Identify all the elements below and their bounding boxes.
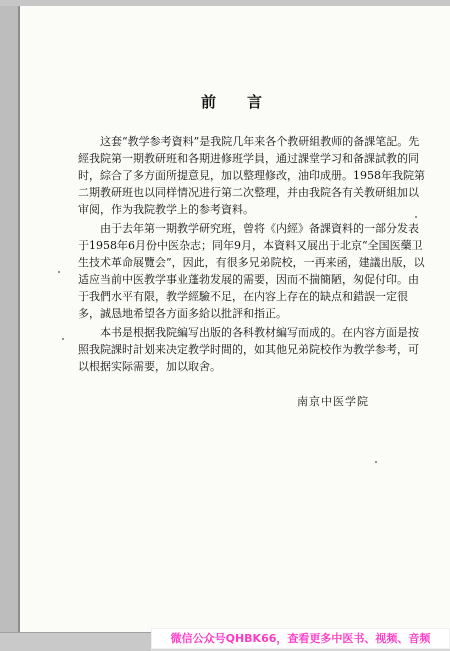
scan-speck bbox=[58, 271, 60, 273]
scan-speck bbox=[62, 338, 64, 340]
bottom-gray-strip bbox=[0, 632, 151, 651]
institution-signature: 南京中医学院 bbox=[297, 395, 369, 408]
preface-paragraph-1: 这套“教学参考資料”是我院几年来各个教研組教师的备課笔記。先經我院第一期教研班和各期进修班学員，通过課堂学习和备課試教的同时，綜合了多方面所提意見，加以整理修改，油印成册。1958年我院第二期教研班也以同样情况进行第二次整理，并由我院各有关教研組加以审阅，作为我院教学上的参考資料。 bbox=[78, 135, 425, 216]
preface-paragraph-3: 本书是根据我院編写出版的各科教材編写而成的。在内容方面是按照我院課时計划来决定教学时間的，如其他兄弟院校作为教学参考，可以根据实际需要，加以取舍。 bbox=[78, 326, 419, 373]
left-scroll-strip bbox=[0, 6, 19, 636]
promo-footer-banner: 微信公众号QHBK66，查看更多中医书、视频、音频 bbox=[151, 628, 450, 649]
document-page bbox=[19, 6, 450, 632]
preface-paragraph-2: 由于去年第一期教学研究班，曾将《内經》备課資料的一部分发表于1958年6月份中医杂志；同年9月，本資料又展出于北京“全国医藥卫生技术革命展覽会”，因此，有很多兄弟院校，一再来函，建議出版，以适应当前中医教学事业蓬勃发展的需要，因而不揣簡陋，匆促付印。由于我們水平有限，教学經驗不足，在内容上存在的缺点和錯誤一定很多，誠恳地希望各方面多給以批評和指正。 bbox=[78, 222, 425, 320]
page-title: 前 言 bbox=[200, 93, 270, 111]
scan-speck bbox=[375, 461, 377, 463]
preface-body bbox=[78, 133, 428, 375]
